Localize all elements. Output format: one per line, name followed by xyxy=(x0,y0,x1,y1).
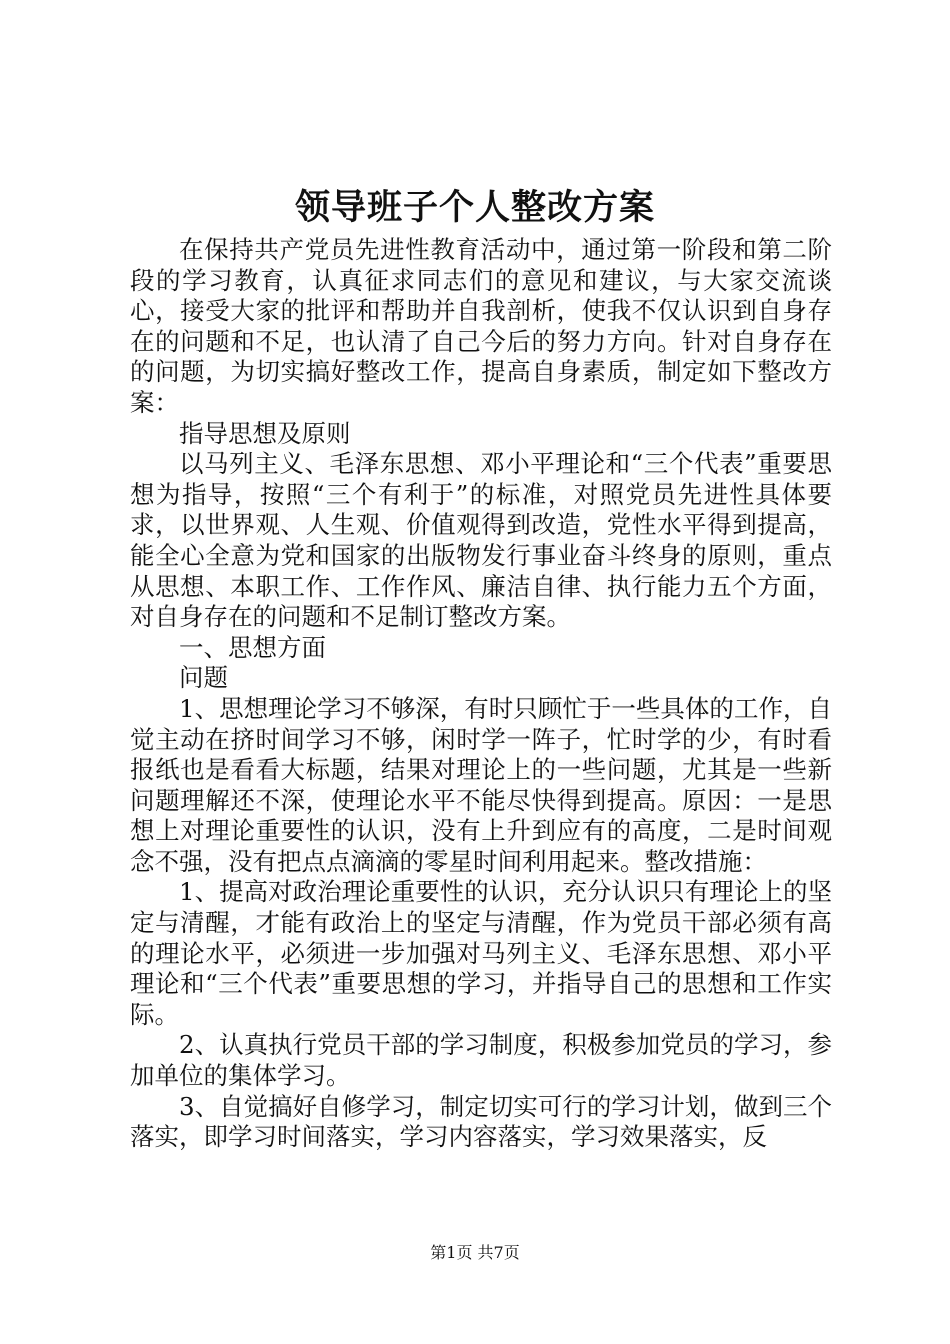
section-heading-ideology: 一、思想方面 xyxy=(179,632,326,662)
paragraph-intro: 在保持共产党员先进性教育活动中，通过第一阶段和第二阶段的学习教育，认真征求同志们的意见和建议，与大家交流谈心，接受大家的批评和帮助并自我剖析，使我不仅认识到自身存在的问题和不足，也认清了自己今后的努力方向。针对自身存在的问题，为切实搞好整改工作，提高自身素质，制定如下整改方案： xyxy=(130,235,832,417)
page-footer: 第1页 共7页 xyxy=(430,1243,520,1262)
paragraph-guiding-principles: 以马列主义、毛泽东思想、邓小平理论和“三个代表”重要思想为指导，按照“三个有利于”的标准，对照党员先进性具体要求，以世界观、人生观、价值观得到改造，党性水平得到提高，能全心全意为党和国家的出版物发行事业奋斗终身的原则，重点从思想、本职工作、工作作风、廉洁自律、执行能力五个方面，对自身存在的问题和不足制订整改方案。 xyxy=(130,449,832,632)
section-heading-guiding-principles: 指导思想及原则 xyxy=(179,418,351,448)
paragraph-measure-2: 2、认真执行党员干部的学习制度，积极参加党员的学习，参加单位的集体学习。 xyxy=(130,1030,832,1091)
subheading-problems: 问题 xyxy=(179,663,228,693)
paragraph-problem-1: 1、思想理论学习不够深，有时只顾忙于一些具体的工作，自觉主动在挤时间学习不够，闲时学一阵子，忙时学的少，有时看报纸也是看看大标题，结果对理论上的一些问题，尤其是一些新问题理解还不深，使理论水平不能尽快得到提高。原因：一是思想上对理论重要性的认识，没有上升到应有的高度，二是时间观念不强，没有把点点滴滴的零星时间利用起来。整改措施： xyxy=(130,693,832,876)
paragraph-measure-1: 1、提高对政治理论重要性的认识，充分认识只有理论上的坚定与清醒，才能有政治上的坚定与清醒，作为党员干部必须有高的理论水平，必须进一步加强对马列主义、毛泽东思想、邓小平理论和“三个代表”重要思想的学习，并指导自己的思想和工作实际。 xyxy=(130,877,832,1029)
document-title: 领导班子个人整改方案 xyxy=(294,187,655,228)
document-body xyxy=(130,235,832,1153)
paragraph-measure-3: 3、自觉搞好自修学习，制定切实可行的学习计划，做到三个落实，即学习时间落实，学习内容落实，学习效果落实，反 xyxy=(130,1091,832,1152)
